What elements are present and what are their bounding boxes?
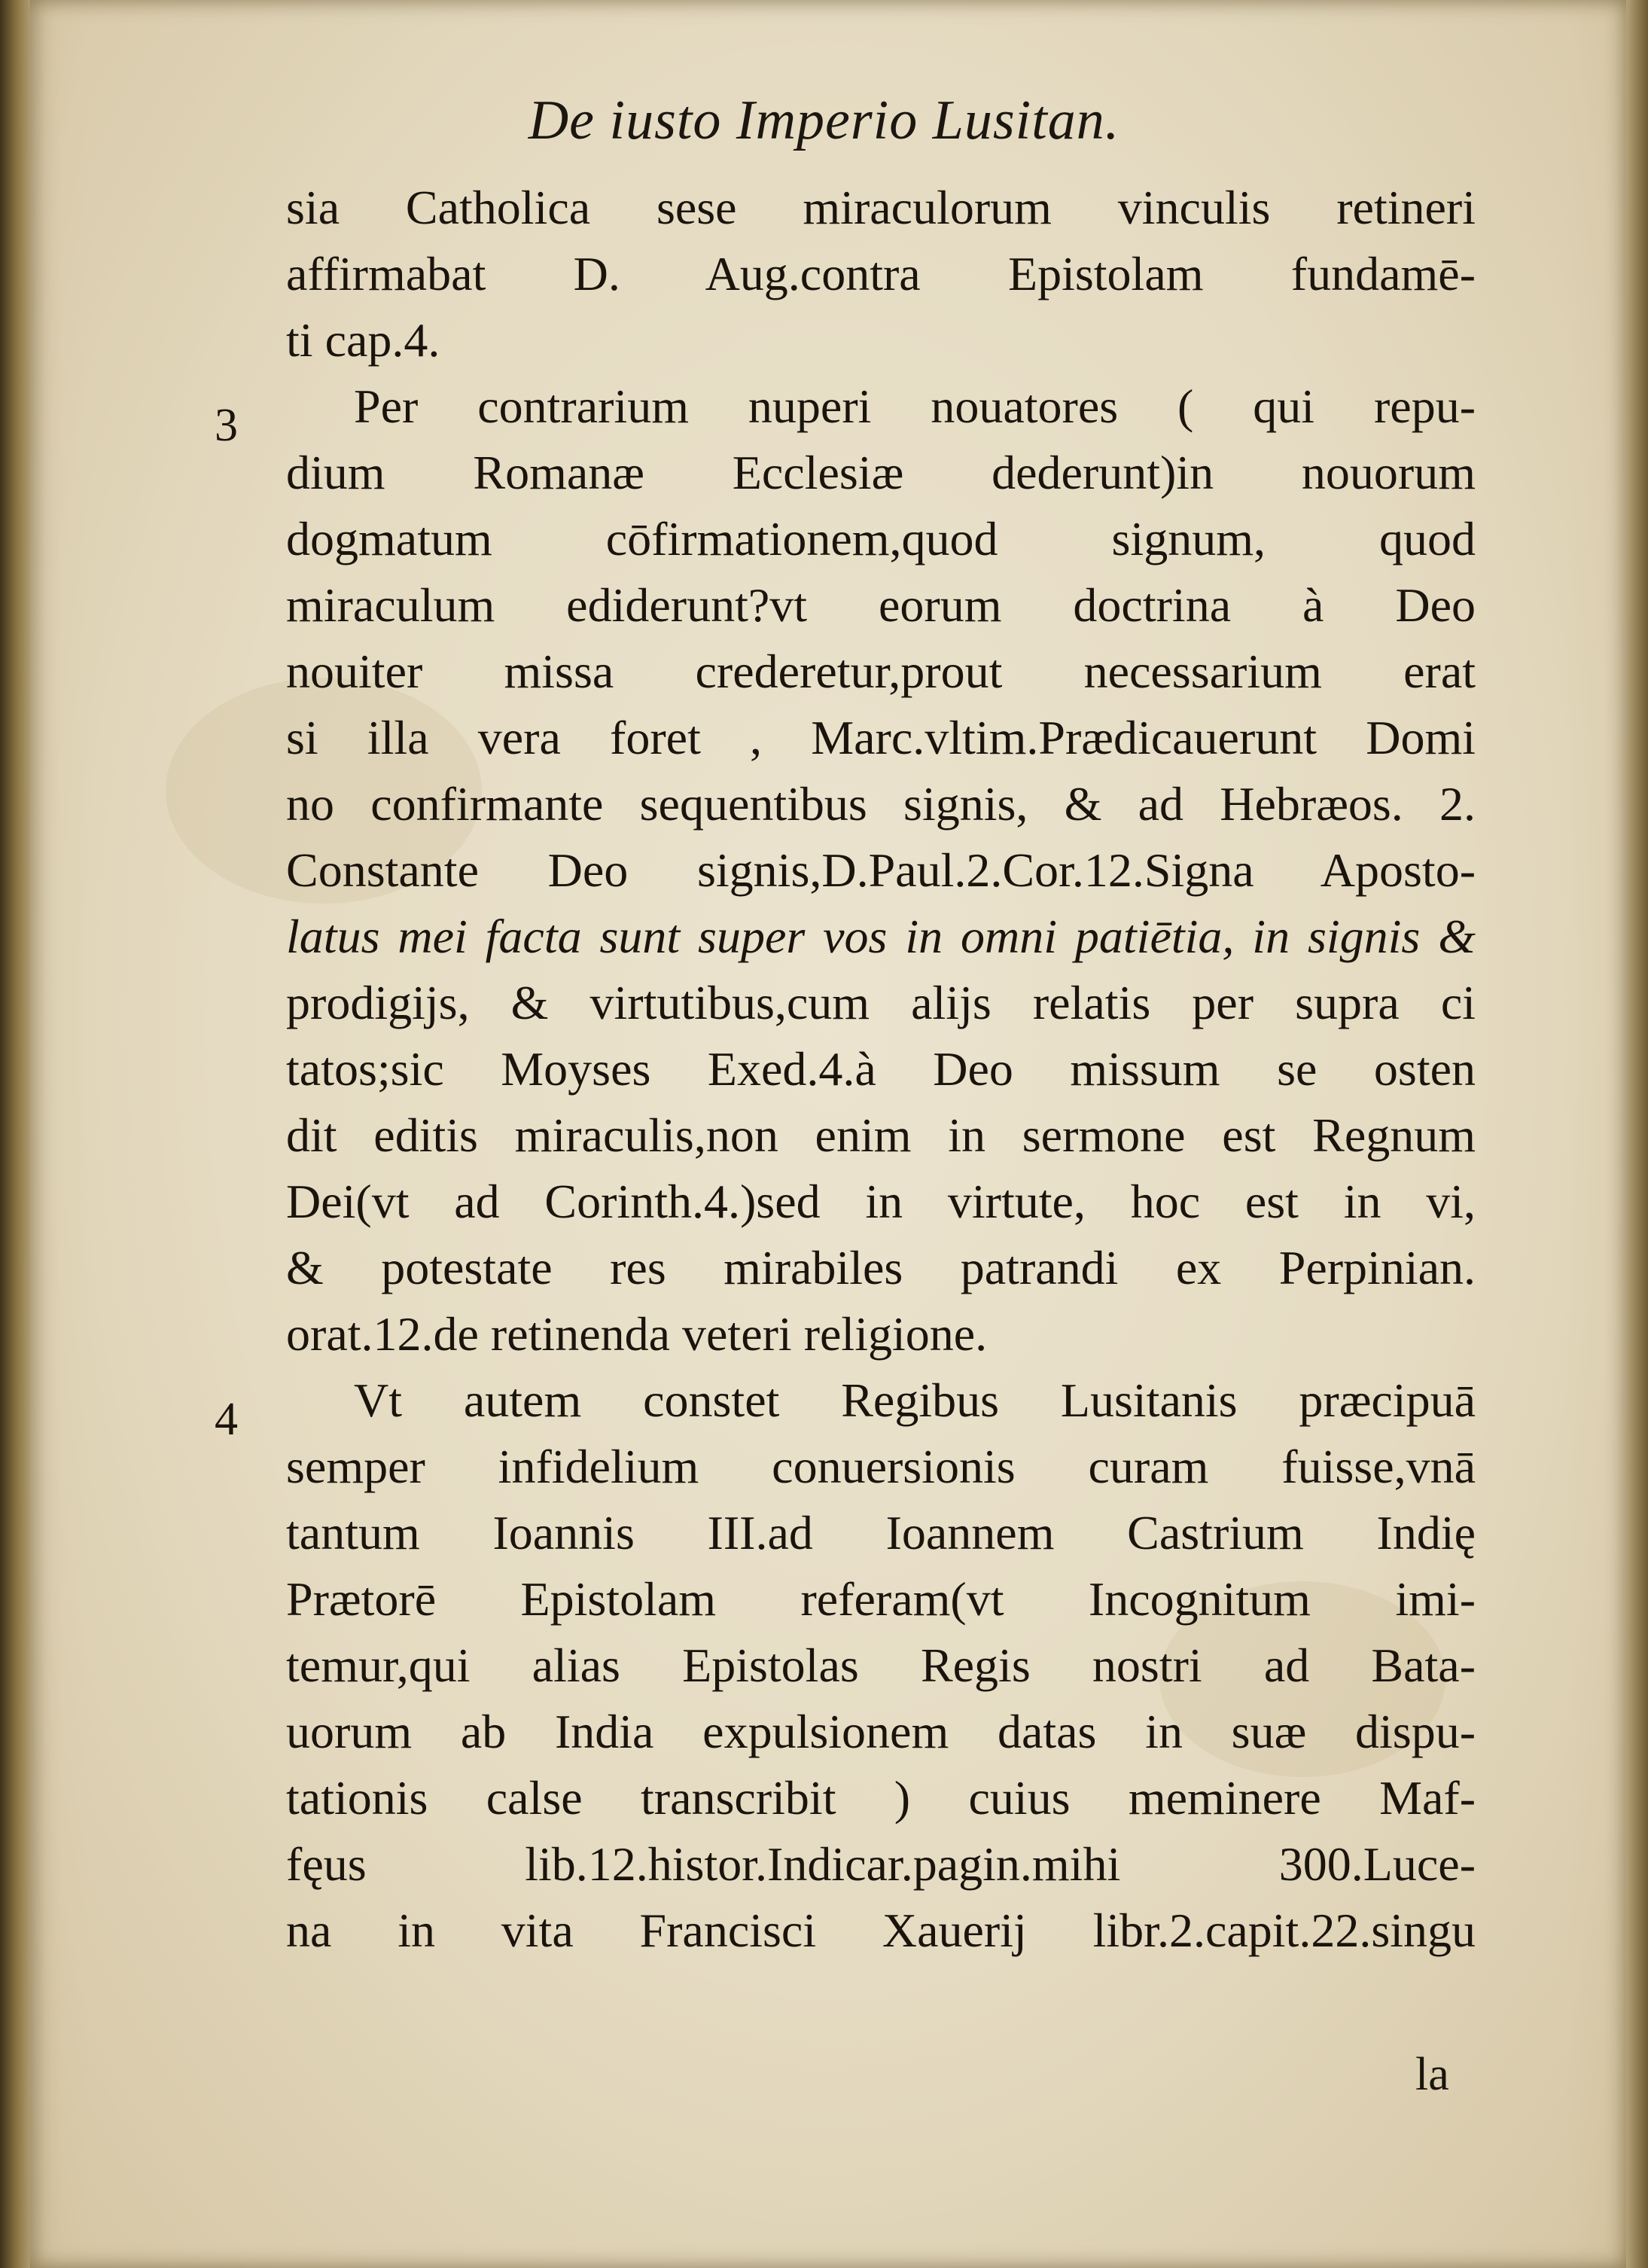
- text-line: dit editis miraculis,non enim in sermone est Regnum: [286, 1108, 1476, 1162]
- text-line: dium Romanæ Ecclesiæ dederunt)in nouorum: [286, 446, 1476, 499]
- running-header: De iusto Imperio Lusitan.: [528, 90, 1120, 151]
- text-line: si illa vera foret , Marc.vltim.Prædicauerunt Domi: [286, 711, 1476, 764]
- text-line: na in vita Francisci Xauerij libr.2.capit.22.singu: [286, 1904, 1476, 1957]
- text-line: tationis calse transcribit ) cuius meminere Maf-: [286, 1771, 1476, 1824]
- text-line: & potestate res mirabiles patrandi ex Perpinian.: [286, 1241, 1476, 1294]
- text-line: Vt autem constet Regibus Lusitanis præcipuā: [354, 1373, 1476, 1427]
- text-line: ti cap.4.: [286, 313, 440, 367]
- text-line: affirmabat D. Aug.contra Epistolam fundamē-: [286, 247, 1476, 300]
- text-line: sia Catholica sese miraculorum vinculis retineri: [286, 181, 1476, 234]
- text-line: tantum Ioannis III.ad Ioannem Castrium Indię: [286, 1506, 1476, 1559]
- margin-number-4: 4: [215, 1394, 238, 1445]
- text-line: uorum ab India expulsionem datas in suæ dispu-: [286, 1705, 1476, 1758]
- text-line: nouiter missa crederetur,prout necessarium erat: [286, 645, 1476, 698]
- text-line: semper infidelium conuersionis curam fuisse,vnā: [286, 1440, 1476, 1493]
- text-line: dogmatum cōfirmationem,quod signum, quod: [286, 512, 1476, 565]
- text-line: Constante Deo signis,D.Paul.2.Cor.12.Signa Aposto-: [286, 843, 1476, 897]
- text-line: Prætorē Epistolam referam(vt Incognitum imi-: [286, 1572, 1476, 1626]
- catchword: la: [1415, 2049, 1449, 2100]
- text-line: prodigijs, & virtutibus,cum alijs relatis per supra ci: [286, 976, 1476, 1029]
- text-line: Per contrarium nuperi nouatores ( qui repu-: [354, 380, 1476, 433]
- text-line: fęus lib.12.histor.Indicar.pagin.mihi 300.Luce-: [286, 1837, 1476, 1891]
- text-line: no confirmante sequentibus signis, & ad Hebræos. 2.: [286, 777, 1476, 831]
- text-line: Dei(vt ad Corinth.4.)sed in virtute, hoc est in vi,: [286, 1175, 1476, 1228]
- text-line: tatos;sic Moyses Exed.4.à Deo missum se osten: [286, 1042, 1476, 1096]
- margin-number-3: 3: [215, 400, 238, 451]
- body-text: [286, 175, 1476, 1964]
- text-line: temur,qui alias Epistolas Regis nostri ad Bata-: [286, 1639, 1476, 1692]
- text-line: latus mei facta sunt super vos in omni patiētia, in signis &: [286, 910, 1476, 963]
- text-line: orat.12.de retinenda veteri religione.: [286, 1307, 988, 1361]
- text-line: miraculum ediderunt?vt eorum doctrina à Deo: [286, 578, 1476, 632]
